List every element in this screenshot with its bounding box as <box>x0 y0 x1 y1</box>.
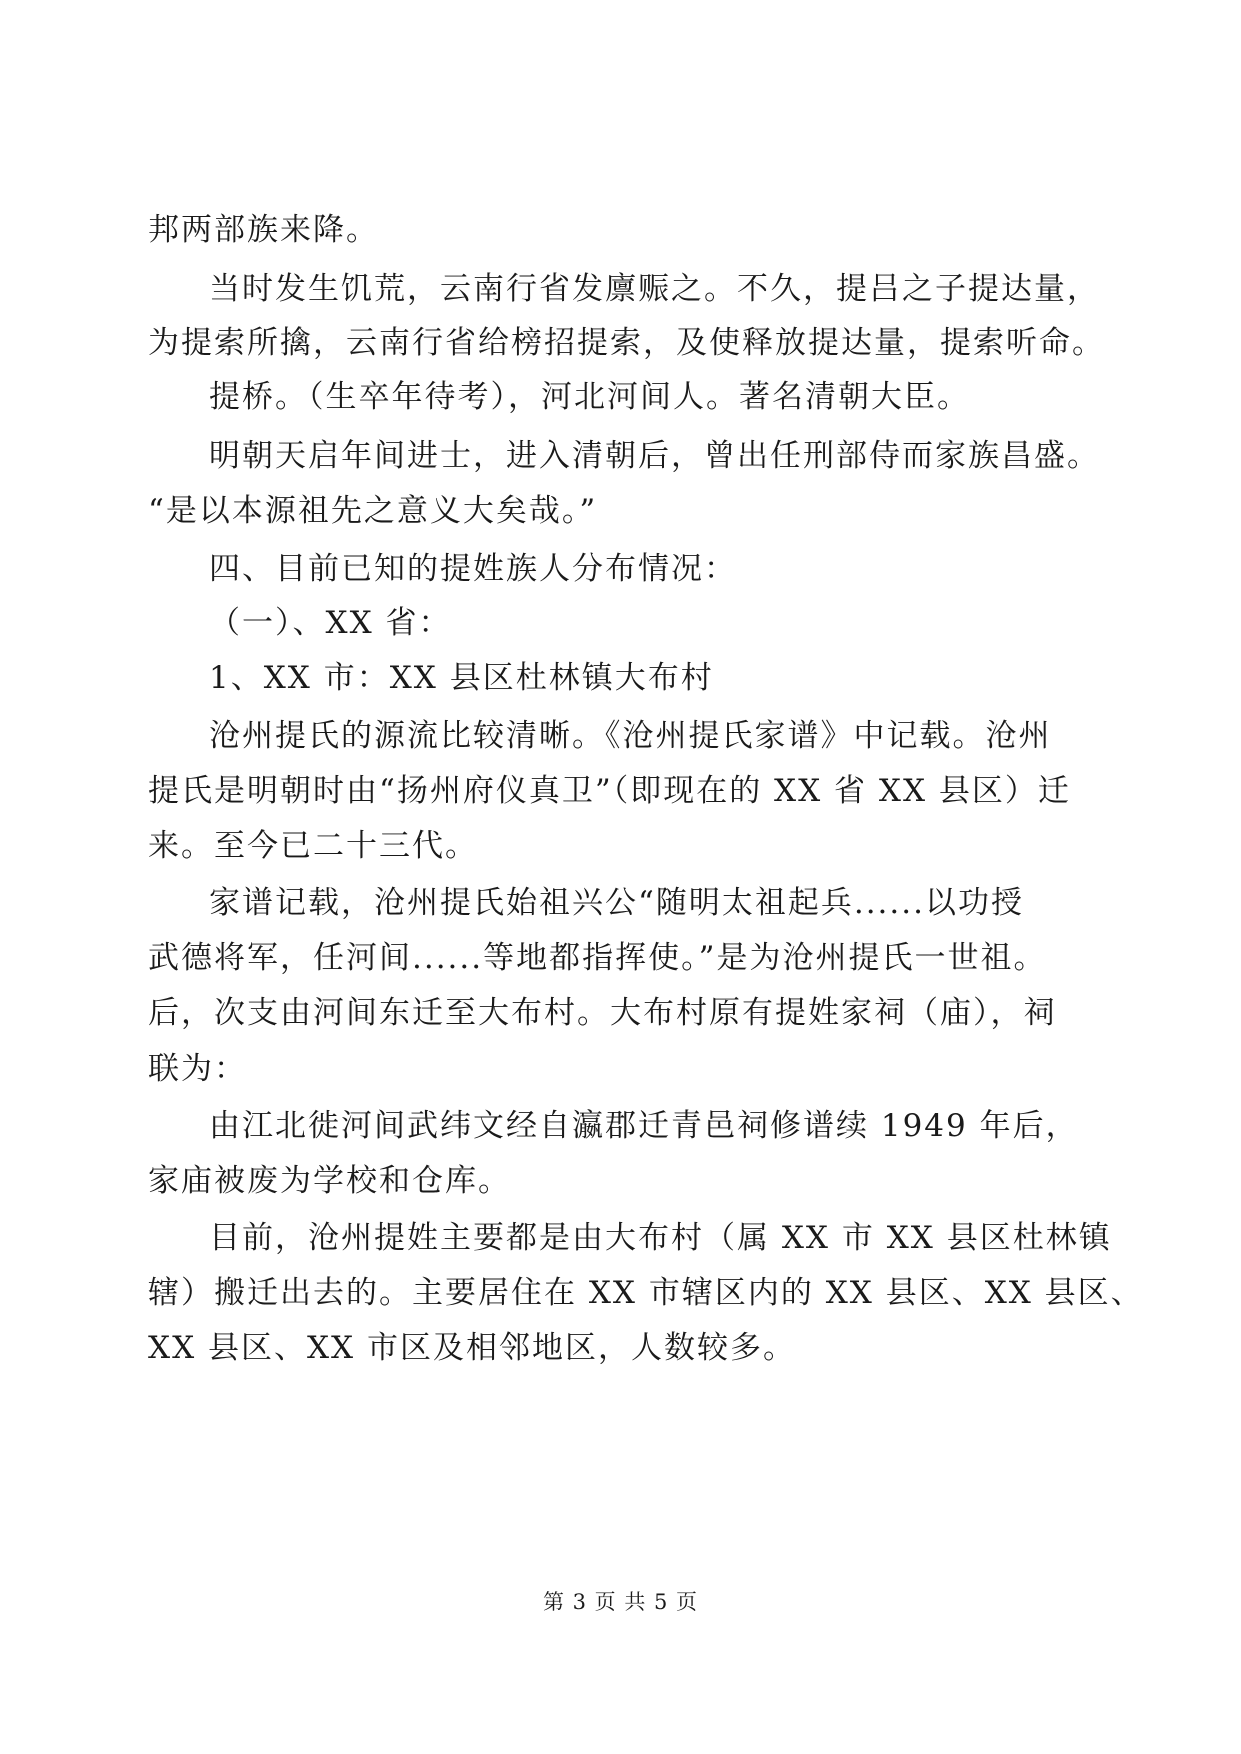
paragraph-line: XX 县区、XX 市区及相邻地区，人数较多。 <box>148 1330 796 1366</box>
paragraph-line: “是以本源祖先之意义大矣哉。” <box>148 493 598 529</box>
paragraph-line: （一）、XX 省： <box>209 605 452 641</box>
paragraph-line: 武德将军，任河间......等地都指挥使。”是为沧州提氏一世祖。 <box>148 940 1047 976</box>
paragraph-line: 后，次支由河间东迁至大布村。大布村原有提姓家祠（庙），祠 <box>148 995 1057 1031</box>
paragraph-line: 目前，沧州提姓主要都是由大布村（属 XX 市 XX 县区杜林镇 <box>209 1220 1112 1256</box>
paragraph-line: 沧州提氏的源流比较清晰。《沧州提氏家谱》中记载。沧州 <box>209 718 1052 754</box>
page-number-footer: 第 3 页 共 5 页 <box>542 1590 699 1614</box>
paragraph-line: 家庙被废为学校和仓库。 <box>148 1163 511 1199</box>
paragraph-line: 辖）搬迁出去的。主要居住在 XX 市辖区内的 XX 县区、XX 县区、 <box>148 1275 1144 1311</box>
paragraph-line: 明朝天启年间进士，进入清朝后，曾出任刑部侍而家族昌盛。 <box>209 438 1100 474</box>
paragraph-line: 1、XX 市：XX 县区杜林镇大布村 <box>209 660 714 696</box>
paragraph-line: 当时发生饥荒，云南行省发廪赈之。不久，提吕之子提达量， <box>209 271 1100 307</box>
paragraph-line: 提氏是明朝时由“扬州府仪真卫”（即现在的 XX 省 XX 县区）迁 <box>148 773 1071 809</box>
paragraph-line: 提桥。（生卒年待考），河北河间人。著名清朝大臣。 <box>209 379 970 415</box>
paragraph-line: 由江北徙河间武纬文经自瀛郡迁青邑祠修谱续 1949 年后， <box>209 1108 1079 1144</box>
paragraph-line: 来。至今已二十三代。 <box>148 828 478 864</box>
paragraph-line: 家谱记载，沧州提氏始祖兴公“随明太祖起兵......以功授 <box>209 885 1024 921</box>
paragraph-line: 联为： <box>148 1051 247 1087</box>
paragraph-line: 四、目前已知的提姓族人分布情况： <box>209 551 737 587</box>
paragraph-line: 为提索所擒，云南行省给榜招提索，及使释放提达量，提索听命。 <box>148 325 1105 361</box>
paragraph-line: 邦两部族来降。 <box>148 212 379 248</box>
